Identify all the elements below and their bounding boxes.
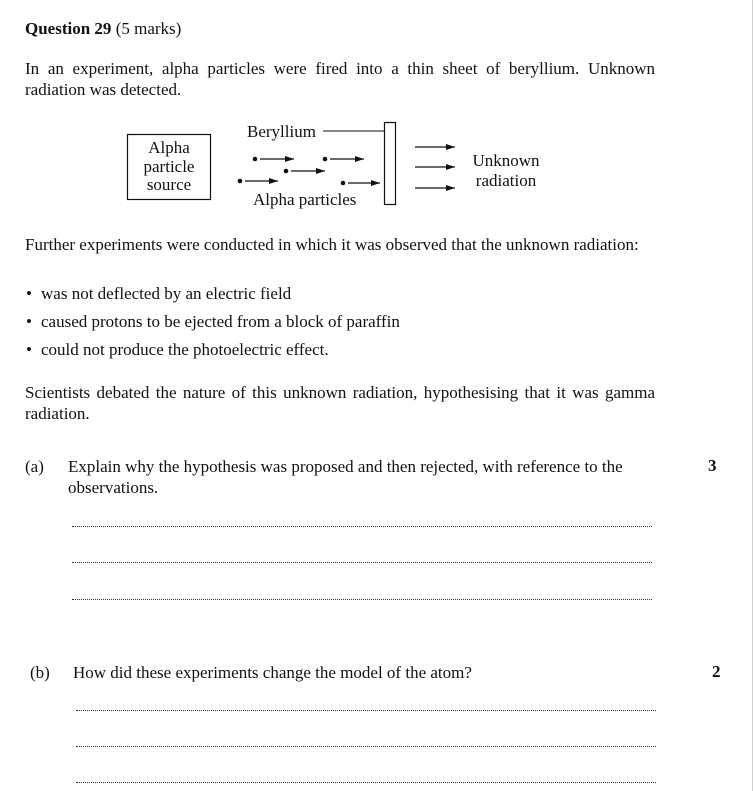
part-b-question: How did these experiments change the model of the atom? [73,663,472,682]
source-label-line1: Alpha [148,138,190,157]
source-label-line2: particle [143,157,195,176]
part-b-label: (b) [30,663,50,682]
question-title: Question 29 [25,19,112,38]
question-marks: (5 marks) [115,19,182,38]
list-item [25,311,665,339]
bullet: • [26,340,32,359]
alpha-particle [323,157,364,162]
alpha-particle [238,179,278,184]
bullet: • [26,312,32,331]
unknown-label-line1: Unknown [472,151,540,170]
part-b-marks: 2 [712,662,721,681]
observation-text: caused protons to be ejected from a block of paraffin [41,312,400,331]
question-heading [25,18,181,39]
part-a-question: Explain why the hypothesis was proposed and then rejected, with reference to the observations. [68,457,623,497]
answer-line-b2[interactable] [76,746,656,747]
observation-text: could not produce the photoelectric effect. [41,340,329,359]
intro-paragraph: In an experiment, alpha particles were fired into a thin sheet of beryllium. Unknown radiation was detected. [25,59,655,99]
answer-line-b3[interactable] [76,782,656,783]
alpha-particle [284,169,325,174]
beryllium-label: Beryllium [247,122,316,141]
part-a-label: (a) [25,457,44,476]
unknown-label-line2: radiation [475,171,537,190]
observation-text: was not deflected by an electric field [41,284,292,303]
list-item [25,283,665,311]
alpha-particle [253,157,294,162]
experiment-diagram [0,110,753,220]
answer-line-a2[interactable] [72,562,652,563]
source-label-line3: source [146,175,192,194]
answer-line-b1[interactable] [76,710,656,711]
answer-line-a1[interactable] [72,526,652,527]
alpha-particle [341,181,380,186]
further-paragraph: Further experiments were conducted in which it was observed that the unknown radiation: [25,235,639,254]
observations-list [25,283,665,367]
debate-paragraph: Scientists debated the nature of this unknown radiation, hypothesising that it was gamma radiation. [25,383,655,423]
part-a-marks: 3 [708,456,717,475]
alpha-particles-label: Alpha particles [253,190,357,209]
answer-line-a3[interactable] [72,599,652,600]
list-item [25,339,665,367]
beryllium-sheet [385,123,396,205]
bullet: • [26,284,32,303]
